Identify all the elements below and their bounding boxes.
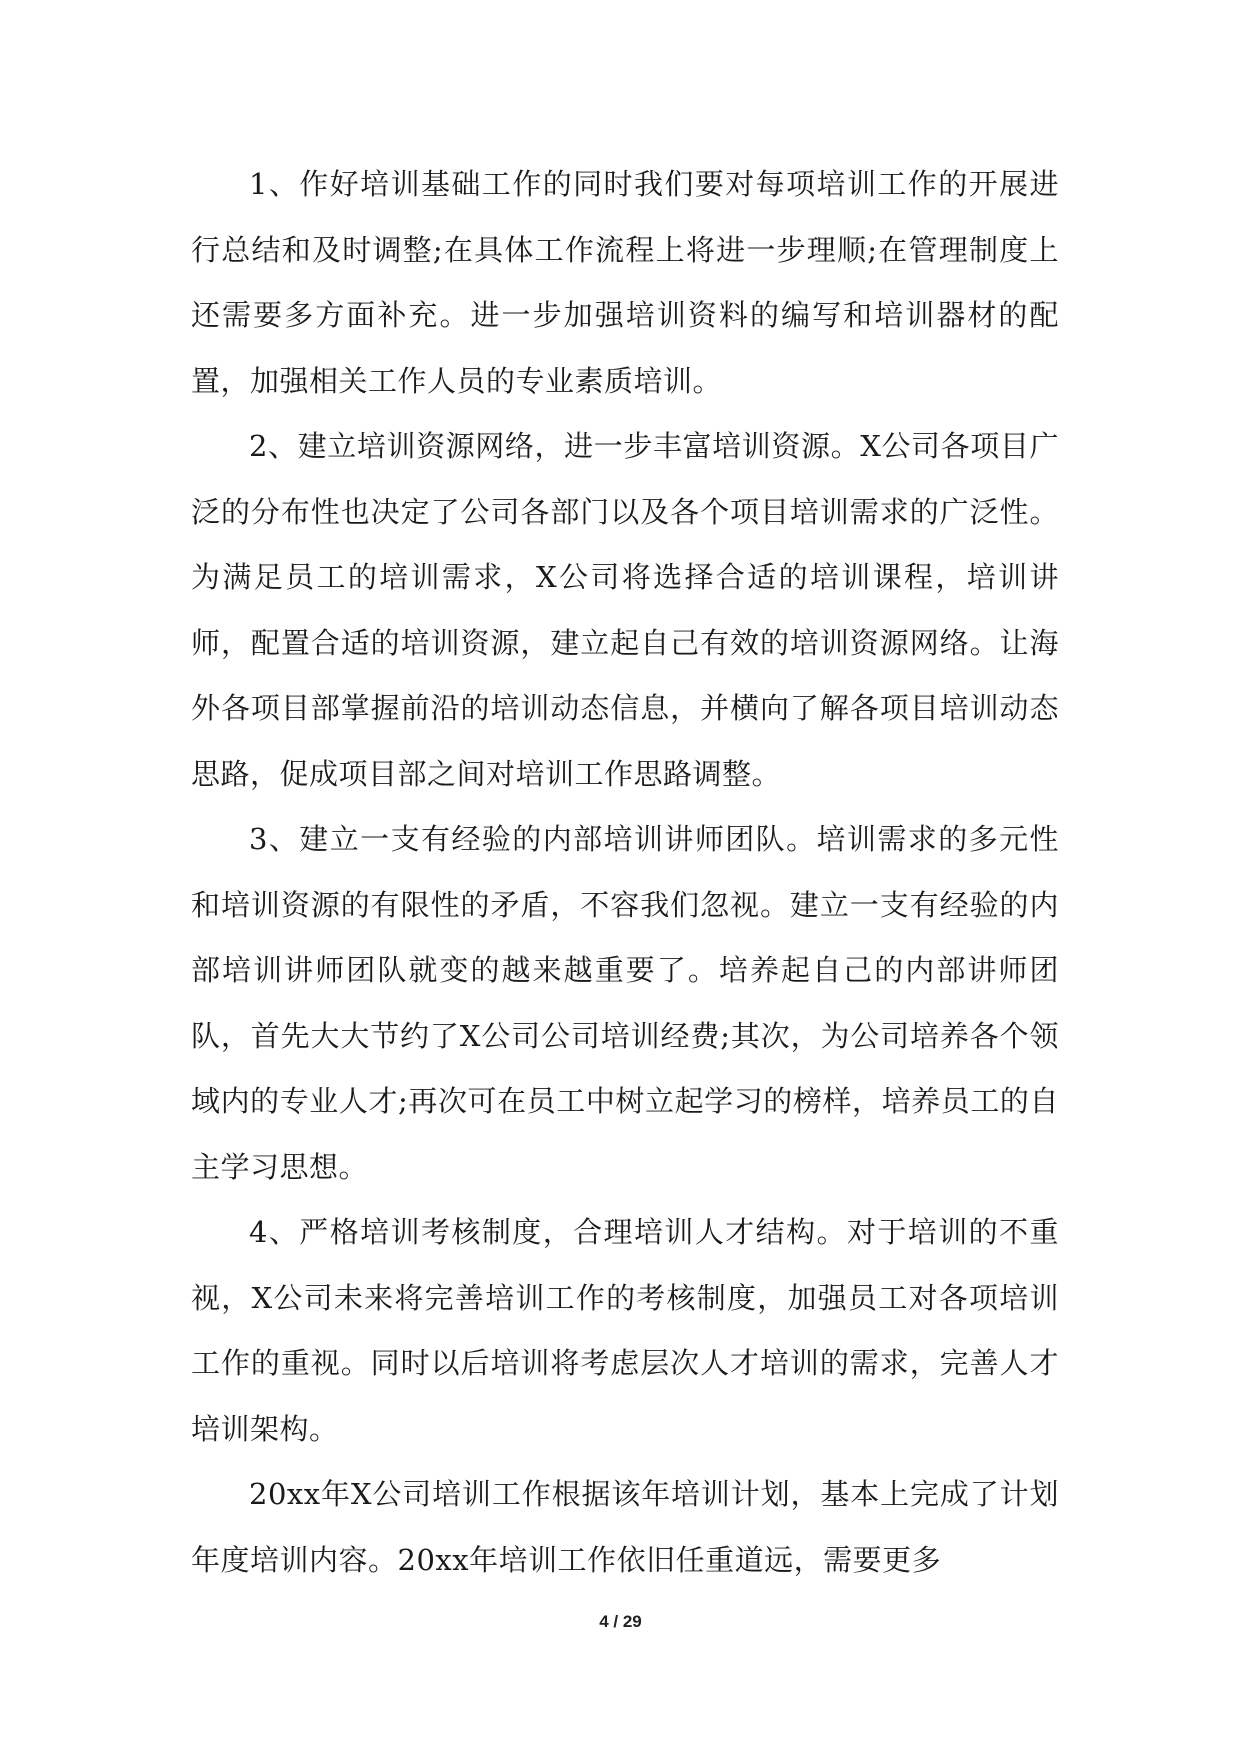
document-body	[191, 152, 1059, 1593]
paragraph-5: 20xx年X公司培训工作根据该年培训计划，基本上完成了计划年度培训内容。20xx年培训工作依旧任重道远，需要更多	[191, 1477, 1059, 1577]
page-number: 4 / 29	[599, 1612, 642, 1631]
paragraph-4: 4、严格培训考核制度，合理培训人才结构。对于培训的不重视，X公司未来将完善培训工作的考核制度，加强员工对各项培训工作的重视。同时以后培训将考虑层次人才培训的需求，完善人才培训架构。	[191, 1215, 1059, 1446]
paragraph-2: 2、建立培训资源网络，进一步丰富培训资源。X公司各项目广泛的分布性也决定了公司各部门以及各个项目培训需求的广泛性。为满足员工的培训需求，X公司将选择合适的培训课程，培训讲师，配置合适的培训资源，建立起自己有效的培训资源网络。让海外各项目部掌握前沿的培训动态信息，并横向了解各项目培训动态思路，促成项目部之间对培训工作思路调整。	[191, 429, 1059, 791]
paragraph-1: 1、作好培训基础工作的同时我们要对每项培训工作的开展进行总结和及时调整;在具体工作流程上将进一步理顺;在管理制度上还需要多方面补充。进一步加强培训资料的编写和培训器材的配置，加强相关工作人员的专业素质培训。	[191, 167, 1059, 398]
paragraph-3: 3、建立一支有经验的内部培训讲师团队。培训需求的多元性和培训资源的有限性的矛盾，不容我们忽视。建立一支有经验的内部培训讲师团队就变的越来越重要了。培养起自己的内部讲师团队，首先大大节约了X公司公司培训经费;其次，为公司培养各个领域内的专业人才;再次可在员工中树立起学习的榜样，培养员工的自主学习思想。	[191, 822, 1059, 1184]
